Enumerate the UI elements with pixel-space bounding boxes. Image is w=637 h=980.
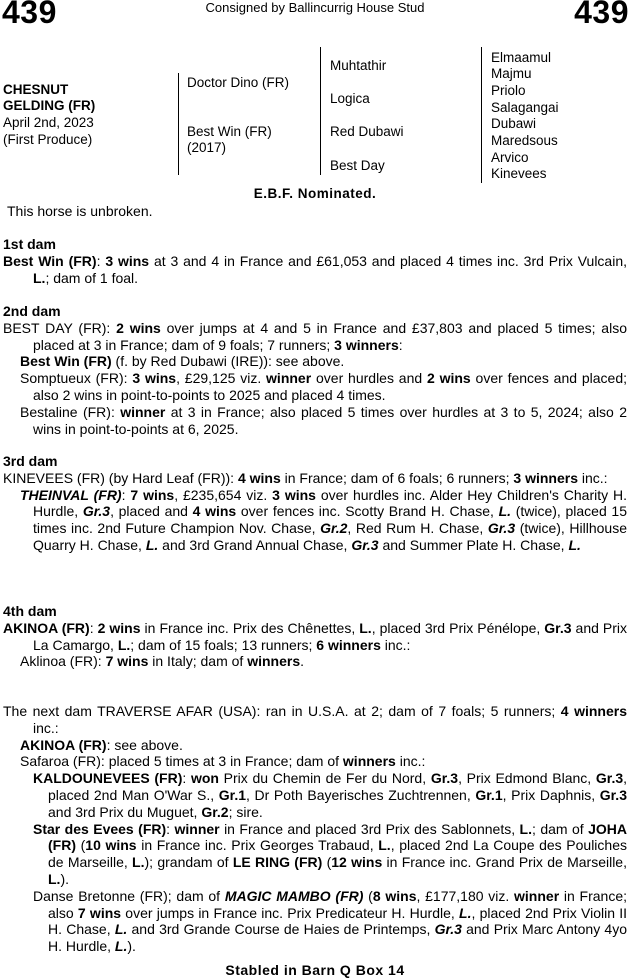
pedigree-gen3-8: Kinevees [491, 166, 547, 181]
horse-sex-line1: CHESNUT [3, 82, 69, 97]
produce-entry: Aklinoa (FR): 7 wins in Italy; dam of winners. [20, 653, 304, 670]
pedigree-gen3-7: Arvico [491, 150, 529, 165]
pedigree-gen2-1: Muhtathir [330, 58, 387, 73]
produce-note: (First Produce) [3, 132, 93, 147]
section-heading: 4th dam [3, 603, 57, 619]
second-dam-entry: BEST DAY (FR): 2 wins over jumps at 4 and 5 in France and £37,803 and placed 5 times; also placed at 3 in France; dam of 9 foals; 7 runners; 3 winners: [3, 319, 627, 353]
produce-entry: THEINVAL (FR): 7 wins, £235,654 viz. 3 wins over hurdles inc. Alder Hey Children's Charity H. Hurdle, Gr.3, placed and 4 wins over fences inc. Scotty Brand H. Chase, L. (twice), placed 15 times inc. 2nd Future Champion Nov. Chase, Gr.2, Red Rum H. Chase, Gr.3 (twice), Hillhouse Quarry H. Chase, L. and 3rd Grand Annual Chase, Gr.3 and Summer Plate H. Chase, L. [20, 486, 627, 553]
horse-sex-line2: GELDING (FR) [3, 98, 96, 113]
pedigree-bracket-2 [320, 47, 321, 175]
pedigree-gen2-4: Best Day [330, 158, 385, 173]
pedigree-gen3-5: Dubawi [491, 116, 537, 131]
fourth-dam-section [3, 603, 627, 670]
stabling-location: Stabled in Barn Q Box 14 [225, 962, 405, 978]
produce-entry: Danse Bretonne (FR); dam of MAGIC MAMBO (FR) (8 wins, £177,180 viz. winner in France; also 7 wins over jumps in France inc. Prix Predicateur H. Hurdle, L., placed 2nd Prix Violin II H. Chase, L. and 3rd Grande Course de Haies de Printemps, Gr.3 and Prix Marc Antony 4yo H. Hurdle, L.). [33, 887, 628, 955]
fourth-dam-entry: AKINOA (FR): 2 wins in France inc. Prix des Chênettes, L., placed 3rd Prix Pénélope, Gr.3 and Prix La Camargo, L.; dam of 15 foals; 13 runners; 6 winners inc.: [3, 619, 628, 653]
produce-entry: KALDOUNEVEES (FR): won Prix du Chemin de Fer du Nord, Gr.3, Prix Edmond Blanc, Gr.3, placed 2nd Man O'War S., Gr.1, Dr Poth Bayerisches Zuchtrennen, Gr.1, Prix Daphnis, Gr.3 and 3rd Prix du Muguet, Gr.2; sire. [33, 770, 628, 820]
section-heading: 1st dam [3, 236, 56, 252]
produce-entry: AKINOA (FR): see above. [20, 736, 183, 753]
pedigree-gen2-2: Logica [330, 91, 370, 106]
section-heading: 3rd dam [3, 453, 58, 469]
section-heading: 2nd dam [3, 303, 61, 319]
pedigree-gen3-2: Majmu [491, 66, 532, 81]
pedigree-gen3-4: Salagangai [491, 100, 559, 115]
pedigree-gen3-6: Maredsous [491, 133, 558, 148]
pedigree-dam: Best Win (FR) [187, 124, 272, 139]
lot-number-left: 439 [2, 0, 57, 30]
produce-entry: Bestaline (FR): winner at 3 in France; also placed 5 times over hurdles at 3 to 5, 2024; also 2 wins in point-to-points at 6, 2025. [20, 403, 627, 437]
third-dam-section [3, 453, 627, 554]
pedigree-gen2-3: Red Dubawi [330, 124, 404, 139]
pedigree-gen3-1: Elmaamul [491, 50, 552, 65]
next-dam-entry: The next dam TRAVERSE AFAR (USA): ran in U.S.A. at 2; dam of 7 foals; 5 runners; 4 winners inc.: [3, 703, 627, 736]
pedigree-sire: Doctor Dino (FR) [187, 75, 290, 90]
dam-name: Best Win (FR) [3, 252, 97, 269]
pedigree-bracket-3 [481, 47, 482, 183]
produce-entry: Best Win (FR) (f. by Red Dubawi (IRE)): see above. [20, 353, 345, 370]
pedigree-gen3-3: Priolo [491, 83, 526, 98]
first-dam-entry: Best Win (FR): 3 wins at 3 and 4 in France and £61,053 and placed 4 times inc. 3rd Prix Vulcain, L.; dam of 1 foal. [3, 252, 628, 286]
produce-entry: Safaroa (FR): placed 5 times at 3 in France; dam of winners inc.: [20, 753, 426, 770]
pedigree-dam-year: (2017) [187, 140, 227, 155]
second-dam-section [3, 303, 627, 437]
consignor: Consigned by Ballincurrig House Stud [205, 0, 425, 15]
produce-entry: Star des Evees (FR): winner in France and placed 3rd Prix des Sablonnets, L.; dam of JOHA (FR) (10 wins in France inc. Prix Georges Trabaud, L., placed 2nd La Coupe des Pouliches de Marseille, L.); grandam of LE RING (FR) (12 wins in France inc. Grand Prix de Marseille, L.). [33, 820, 628, 887]
third-dam-entry: KINEVEES (FR) (by Hard Leaf (FR)): 4 wins in France; dam of 6 foals; 6 runners; 3 winners inc.: [3, 469, 608, 486]
unbroken-note: This horse is unbroken. [7, 203, 153, 219]
lot-number-right: 439 [574, 0, 629, 30]
first-dam-section [3, 236, 627, 286]
produce-entry: Somptueux (FR): 3 wins, £29,125 viz. winner over hurdles and 2 wins over fences and placed; also 2 wins in point-to-points to 2025 and placed 4 times. [20, 370, 627, 403]
pedigree-bracket-1 [178, 73, 179, 175]
foaling-date: April 2nd, 2023 [3, 115, 94, 130]
ebf-nominated: E.B.F. Nominated. [253, 186, 377, 201]
next-dam-section [3, 703, 627, 955]
